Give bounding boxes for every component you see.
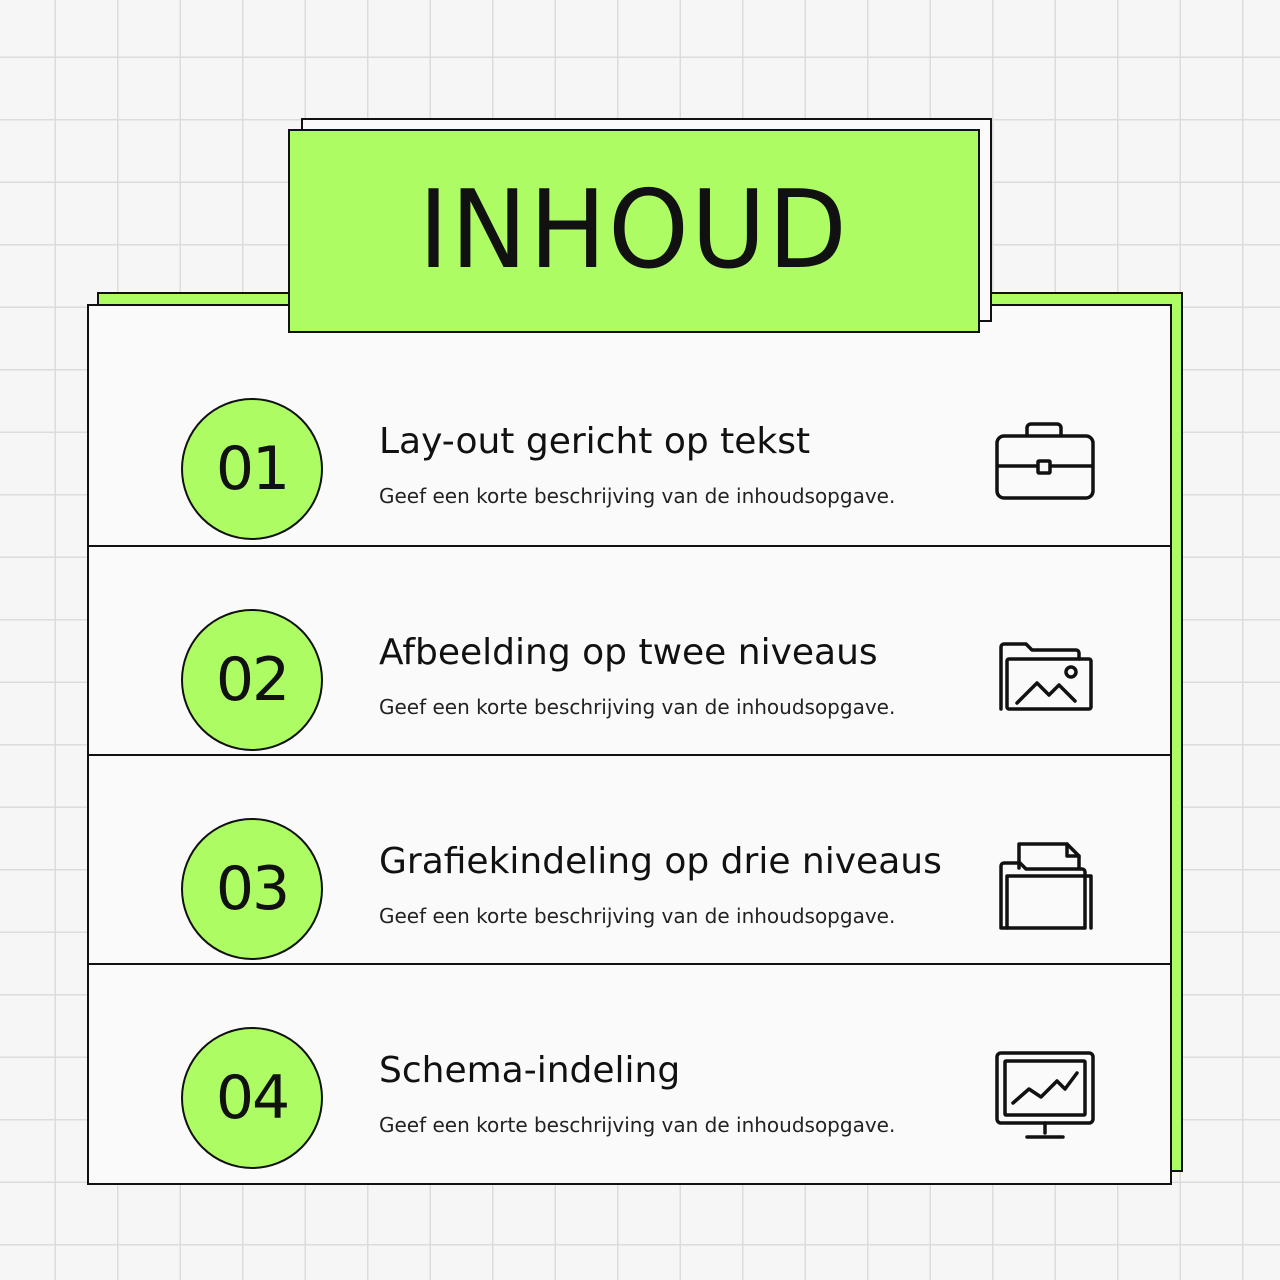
title-banner (288, 129, 980, 333)
item-number-badge: 02 (181, 609, 323, 751)
item-number-badge: 01 (181, 398, 323, 540)
monitor-chart-icon (989, 1045, 1099, 1145)
item-description: Geef een korte beschrijving van de inhoudsopgave. (379, 1113, 896, 1137)
list-item (89, 963, 1170, 1172)
item-title: Schema-indeling (379, 1050, 681, 1091)
contents-panel (87, 304, 1172, 1185)
list-item (89, 545, 1170, 754)
image-folder-icon (989, 627, 1099, 727)
item-number-badge: 04 (181, 1027, 323, 1169)
page-title: INHOUD (418, 168, 850, 293)
item-number-badge: 03 (181, 818, 323, 960)
item-description: Geef een korte beschrijving van de inhoudsopgave. (379, 904, 896, 928)
document-folder-icon (989, 836, 1099, 936)
item-description: Geef een korte beschrijving van de inhoudsopgave. (379, 695, 896, 719)
item-title: Afbeelding op twee niveaus (379, 632, 878, 673)
briefcase-icon (989, 416, 1099, 516)
item-title: Lay-out gericht op tekst (379, 421, 811, 462)
list-item (89, 754, 1170, 963)
item-title: Grafiekindeling op drie niveaus (379, 841, 942, 882)
item-description: Geef een korte beschrijving van de inhoudsopgave. (379, 484, 896, 508)
list-item (89, 336, 1170, 545)
